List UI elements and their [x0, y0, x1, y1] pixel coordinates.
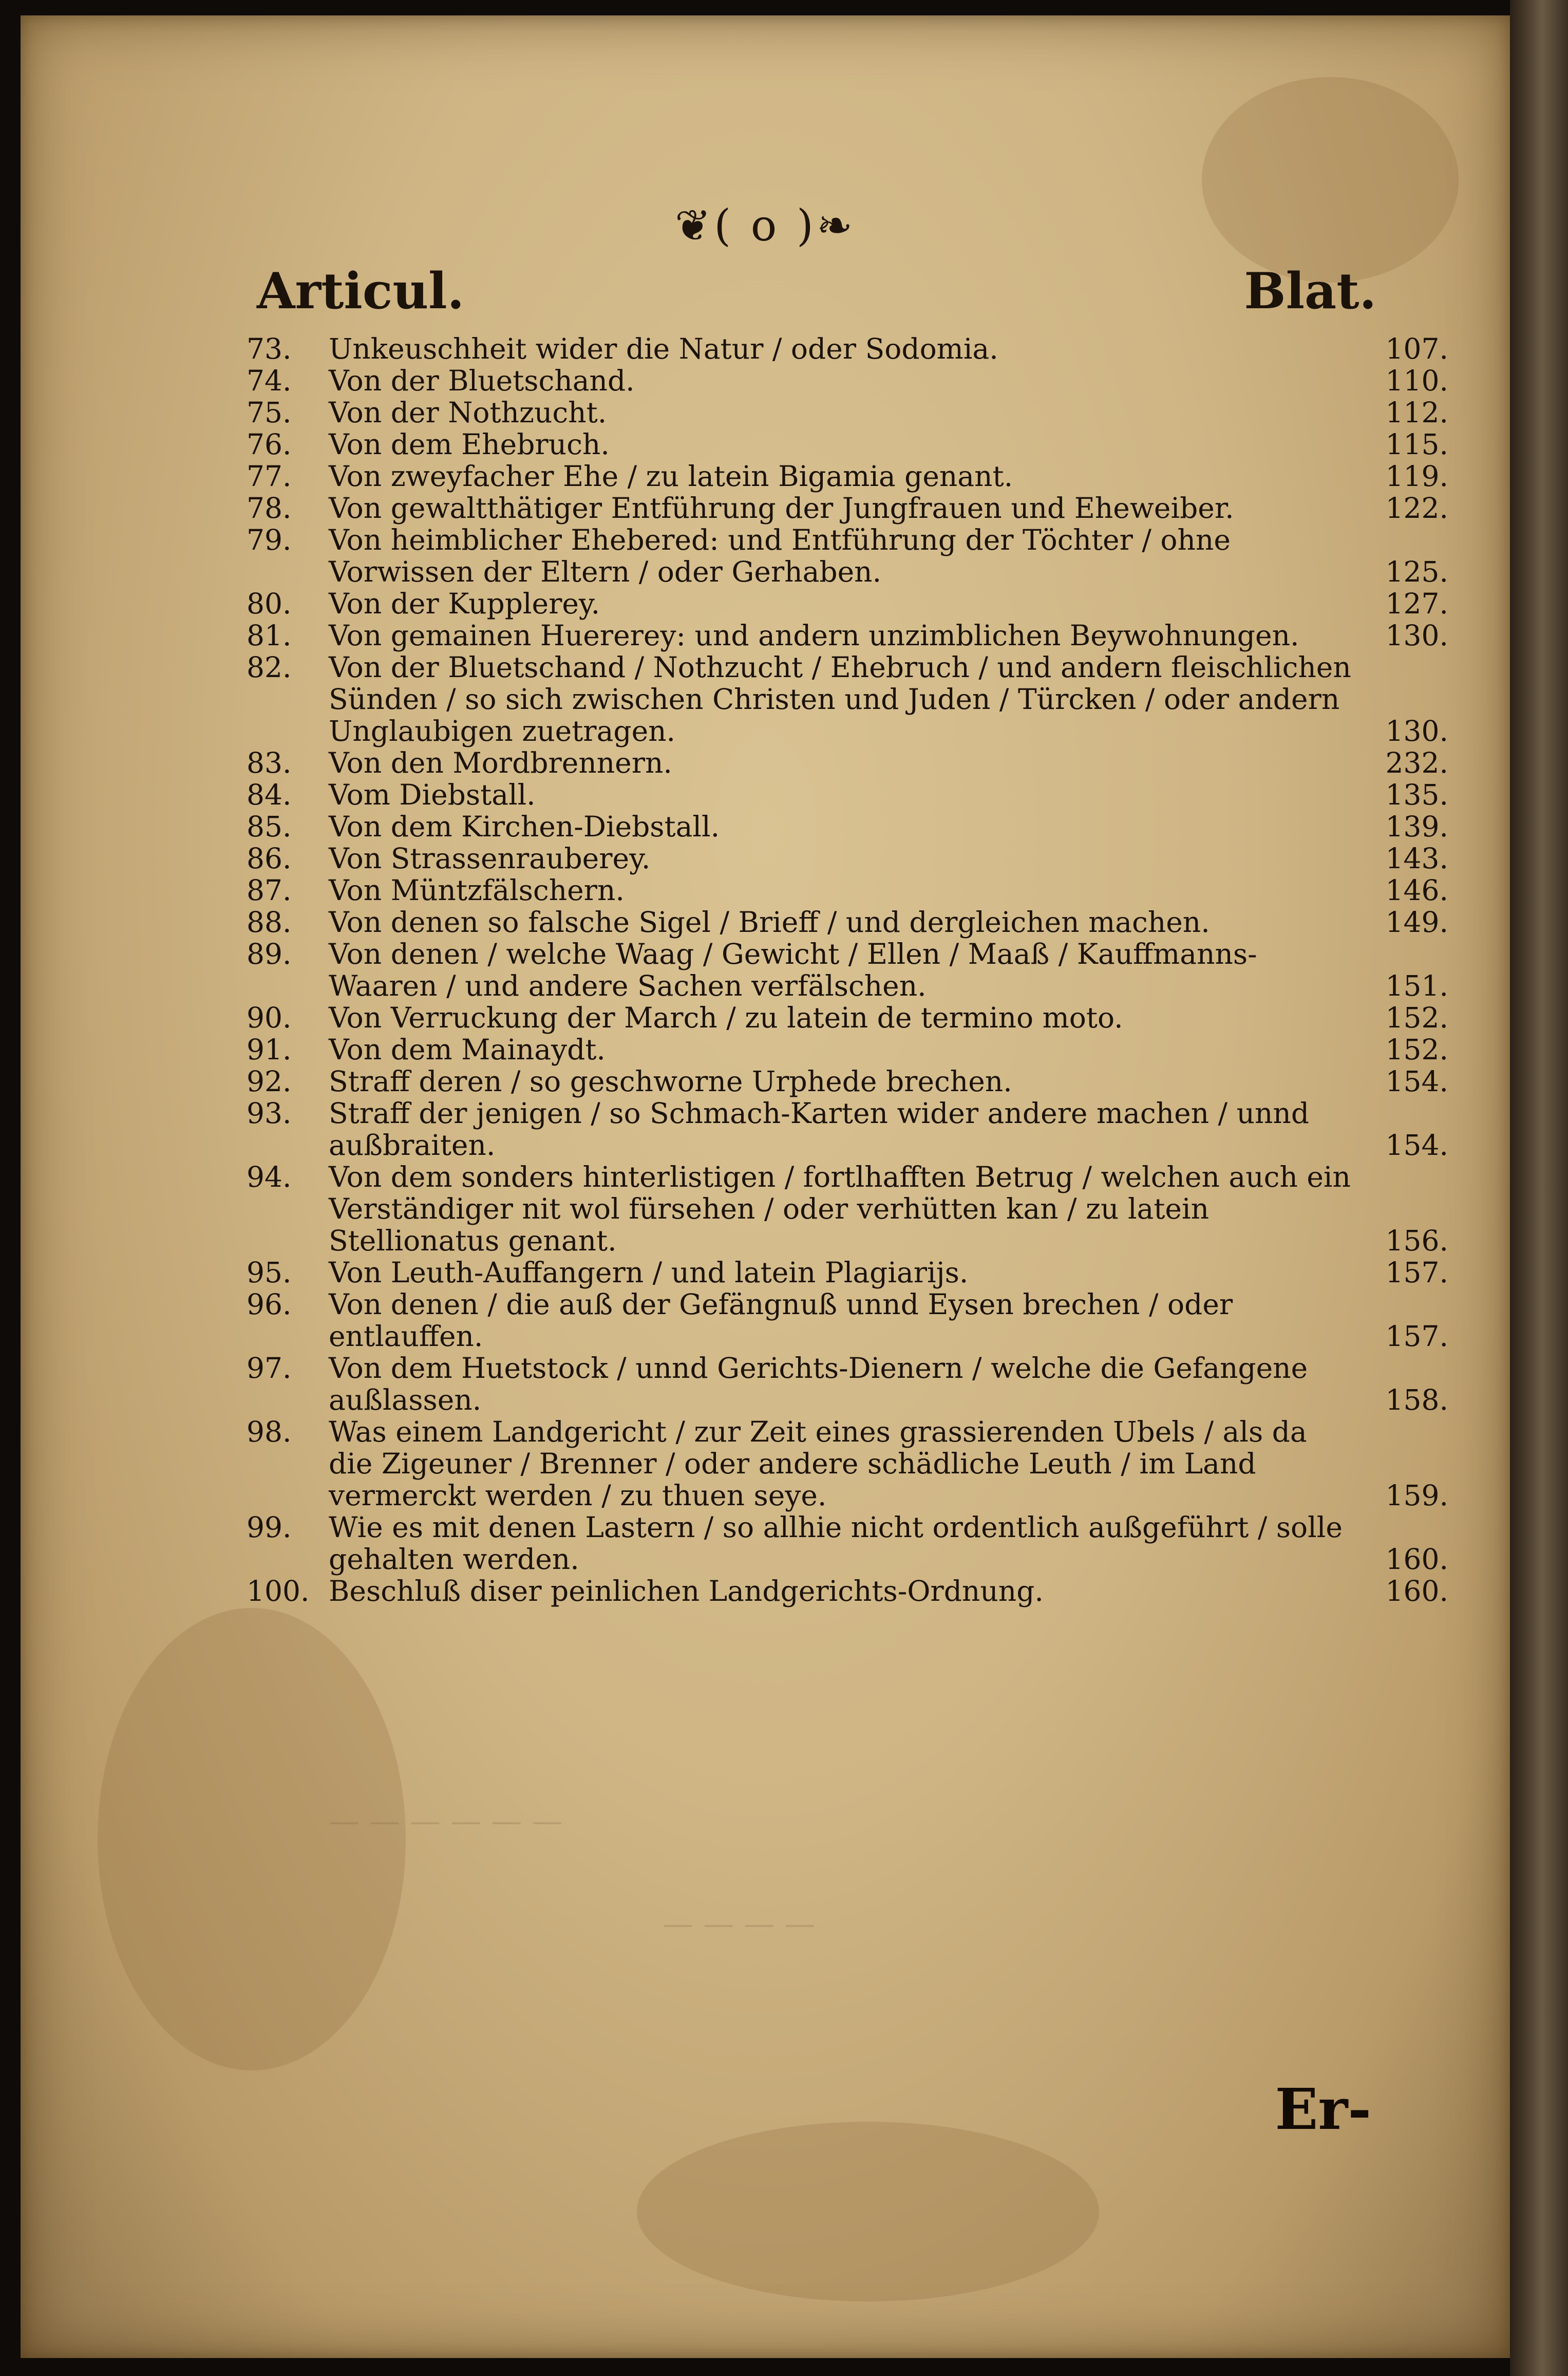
article-number: 95.: [247, 1256, 292, 1289]
article-number: 75.: [247, 396, 292, 429]
article-title: Von Strassenrauberey.: [329, 842, 651, 875]
page-number: 158.: [1385, 1383, 1448, 1416]
page-number: 122.: [1385, 492, 1448, 525]
toc-entry: [247, 588, 1448, 620]
toc-entry: [247, 1097, 1448, 1161]
toc-entry: [247, 524, 1448, 588]
toc-entry: [247, 1288, 1448, 1352]
table-of-contents: [247, 333, 1448, 1607]
toc-entry: [247, 1065, 1448, 1097]
article-number: 92.: [247, 1065, 292, 1098]
article-title: Von gemainen Huererey: und andern unzimblichen Beywohnungen.: [329, 619, 1299, 652]
page-number: 154.: [1385, 1129, 1448, 1162]
page-number: 112.: [1385, 396, 1448, 429]
toc-entry: [247, 1575, 1448, 1607]
article-number: 99.: [247, 1511, 292, 1544]
article-number: 91.: [247, 1033, 292, 1066]
book-page: [21, 15, 1510, 2358]
bleed-through-text: — — — —: [663, 1906, 816, 1942]
article-title: Von gewaltthätiger Entführung der Jungfrauen und Eheweiber.: [329, 492, 1234, 525]
ornament-header: ❦( o )❧: [674, 200, 856, 251]
article-number: 81.: [247, 619, 292, 652]
toc-entry: [247, 1511, 1448, 1575]
article-number: 86.: [247, 842, 292, 875]
bleed-through-text: — — — — — —: [329, 1803, 563, 1839]
toc-entry: [247, 1352, 1448, 1416]
article-title: Beschluß diser peinlichen Landgerichts-Ordnung.: [329, 1575, 1044, 1607]
toc-entry: [247, 811, 1448, 843]
paper-stain: [637, 2122, 1099, 2302]
page-number: 152.: [1385, 1033, 1448, 1066]
page-number: 154.: [1385, 1065, 1448, 1098]
page-number: 152.: [1385, 1001, 1448, 1034]
article-title: Von dem Kirchen-Diebstall.: [329, 810, 720, 843]
article-title: Von denen so falsche Sigel / Brieff / und dergleichen machen.: [329, 906, 1210, 939]
page-number: 146.: [1385, 874, 1448, 907]
article-title: Von der Nothzucht.: [329, 396, 607, 429]
article-number: 87.: [247, 874, 292, 907]
toc-entry: [247, 779, 1448, 811]
page-number: 130.: [1385, 715, 1448, 747]
toc-entry: [247, 906, 1448, 938]
article-number: 83.: [247, 746, 292, 779]
catchword: Er-: [1275, 2076, 1371, 2142]
article-title: Von Leuth-Auffangern / und latein Plagiarijs.: [329, 1256, 969, 1289]
article-title: Von zweyfacher Ehe / zu latein Bigamia genant.: [329, 460, 1013, 493]
page-number: 130.: [1385, 619, 1448, 652]
page-number: 107.: [1385, 332, 1448, 365]
paper-stain: [1202, 77, 1459, 283]
article-title: Unkeuschheit wider die Natur / oder Sodomia.: [329, 332, 998, 365]
paper-stain: [98, 1608, 406, 2070]
article-title: Von dem Huetstock / unnd Gerichts-Dienern / welche die Gefangene außlassen.: [329, 1352, 1308, 1416]
page-number: 149.: [1385, 906, 1448, 939]
toc-entry: [247, 651, 1448, 747]
toc-entry: [247, 397, 1448, 428]
toc-entry: [247, 365, 1448, 397]
toc-entry: [247, 333, 1448, 365]
article-title: Von denen / welche Waag / Gewicht / Ellen / Maaß / Kauffmanns-Waaren / und andere Sachen verfälschen.: [329, 938, 1257, 1002]
article-title: Von Müntzfälschern.: [329, 874, 625, 907]
page-number: 115.: [1385, 428, 1448, 461]
page-number: 125.: [1385, 555, 1448, 588]
article-title: Vom Diebstall.: [329, 778, 536, 811]
article-number: 74.: [247, 364, 292, 397]
article-number: 79.: [247, 523, 292, 556]
article-number: 85.: [247, 810, 292, 843]
toc-entry: [247, 874, 1448, 906]
toc-entry: [247, 492, 1448, 524]
page-number: 139.: [1385, 810, 1448, 843]
toc-entry: [247, 1002, 1448, 1034]
article-number: 100.: [247, 1575, 310, 1607]
article-number: 80.: [247, 587, 292, 620]
article-title: Straff deren / so geschworne Urphede brechen.: [329, 1065, 1012, 1098]
page-number: 159.: [1385, 1479, 1448, 1512]
article-number: 94.: [247, 1161, 292, 1193]
article-title: Was einem Landgericht / zur Zeit eines grassierenden Ubels / als da die Zigeuner / Brenner / oder andere schädliche Leuth / im Land vermerckt werden / zu thuen seye.: [329, 1415, 1307, 1512]
book-spine: [1510, 0, 1568, 2376]
column-header-blat: Blat.: [1244, 262, 1376, 320]
page-number: 143.: [1385, 842, 1448, 875]
toc-entry: [247, 1257, 1448, 1288]
article-number: 82.: [247, 651, 292, 684]
column-header-articul: Articul.: [257, 262, 465, 320]
article-number: 90.: [247, 1001, 292, 1034]
article-number: 93.: [247, 1097, 292, 1130]
page-number: 119.: [1385, 460, 1448, 493]
article-number: 96.: [247, 1288, 292, 1321]
page-number: 110.: [1385, 364, 1448, 397]
toc-entry: [247, 843, 1448, 874]
article-title: Straff der jenigen / so Schmach-Karten wider andere machen / unnd außbraiten.: [329, 1097, 1310, 1162]
page-number: 160.: [1385, 1543, 1448, 1576]
toc-entry: [247, 460, 1448, 492]
article-title: Von der Kupplerey.: [329, 587, 600, 620]
toc-entry: [247, 620, 1448, 651]
toc-entry: [247, 428, 1448, 460]
article-title: Von den Mordbrennern.: [329, 746, 672, 779]
article-title: Von der Bluetschand / Nothzucht / Ehebruch / und andern fleischlichen Sünden / so sich zwischen Christen und Juden / Türcken / oder andern Unglaubigen zuetragen.: [329, 651, 1351, 747]
toc-entry: [247, 1034, 1448, 1065]
article-number: 84.: [247, 778, 292, 811]
toc-entry: [247, 1161, 1448, 1257]
page-number: 160.: [1385, 1575, 1448, 1607]
article-number: 97.: [247, 1352, 292, 1385]
page-number: 232.: [1385, 746, 1448, 779]
article-title: Von Verruckung der March / zu latein de termino moto.: [329, 1001, 1123, 1034]
page-number: 157.: [1385, 1320, 1448, 1353]
toc-entry: [247, 938, 1448, 1002]
article-title: Von der Bluetschand.: [329, 364, 635, 397]
page-number: 156.: [1385, 1224, 1448, 1257]
article-number: 78.: [247, 492, 292, 525]
article-number: 88.: [247, 906, 292, 939]
page-number: 135.: [1385, 778, 1448, 811]
page-number: 157.: [1385, 1256, 1448, 1289]
article-number: 89.: [247, 938, 292, 970]
article-title: Von dem Mainaydt.: [329, 1033, 606, 1066]
article-title: Von dem Ehebruch.: [329, 428, 610, 461]
toc-entry: [247, 1416, 1448, 1511]
toc-entry: [247, 747, 1448, 779]
article-title: Von dem sonders hinterlistigen / fortlhafften Betrug / welchen auch ein Verständiger nit wol fürsehen / oder verhütten kan / zu latein Stellionatus genant.: [329, 1161, 1351, 1257]
article-title: Von heimblicher Ehebered: und Entführung der Töchter / ohne Vorwissen der Eltern / oder Gerhaben.: [329, 523, 1231, 588]
article-number: 76.: [247, 428, 292, 461]
article-number: 98.: [247, 1415, 292, 1448]
page-number: 151.: [1385, 969, 1448, 1002]
article-number: 77.: [247, 460, 292, 493]
article-number: 73.: [247, 332, 292, 365]
article-title: Wie es mit denen Lastern / so allhie nicht ordentlich außgeführt / solle gehalten werden.: [329, 1511, 1343, 1576]
page-number: 127.: [1385, 587, 1448, 620]
article-title: Von denen / die auß der Gefängnuß unnd Eysen brechen / oder entlauffen.: [329, 1288, 1233, 1353]
